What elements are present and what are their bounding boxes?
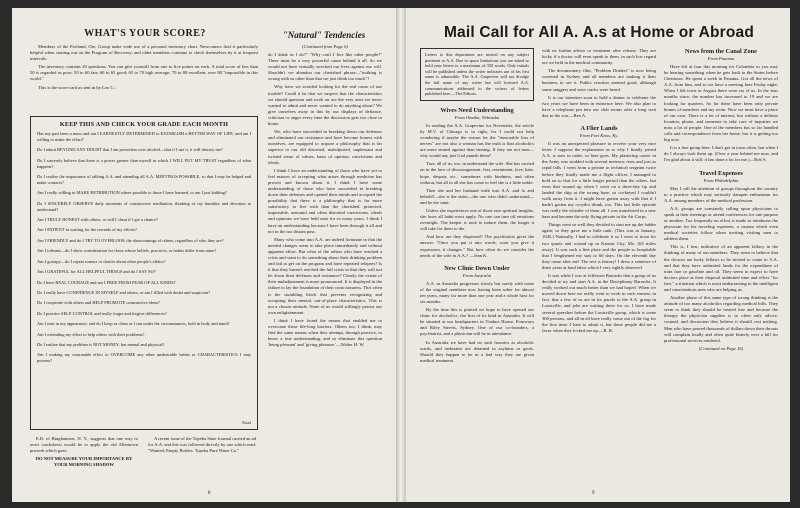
inventory-box [30, 116, 258, 430]
wives-paragraph: And how are they dispersed? The psychiatrist gives the answer. "Once you put it into words, soon you give it expression, it changes." But how often do we consider the needs of the wife in A.A.? —Jean K. [420, 234, 534, 258]
inventory-question: Has my past been a mess and am I EARNESTLY DETERMINED to ESTABLISH a BETTER WAY OF LIFE, and am I willing to make the effort? [37, 131, 251, 142]
column-two [542, 48, 656, 336]
inventory-question: Am I neat in my appearance, and do I keep as clean as I can under the circumstances, both in body and mind? [37, 321, 230, 327]
page-number-left: 8 [208, 491, 211, 496]
inventory-question: Am I making my reasonable effort to OVERCOME any other undesirable habits or CHARACTERISTICS I may possess? [37, 352, 251, 364]
article-paragraph: Why have we avoided looking for the real cause of our trouble? Could it be that we suspect that the characteristics we should question and work on are the very ones we never wanted to admit and never wanted to do anything about? We give ourselves away in this by our displays of defiance, criticism or anger every time the discussion gets too close to home. [268, 84, 382, 127]
inventory-question: Do I SINCERELY OBSERVE daily moments of constructive meditation, thinking of my humility and devotion to understand? [37, 200, 251, 212]
clinic-from: From Australia [462, 272, 492, 278]
canal-paragraph: It is a fine group here. I don't get in town often, but when I do I always look them up. (Over a year behind me now, and I'm glad about it still; it has done a lot for me.)—Bob S. [664, 145, 778, 163]
travel-paragraph: Another phase of this same type of wrong thinking is the attitude of too many alcoholics regarding medical bills. They seem to think they should be treated free and because the therapy the physician supplies is so often only advice, counsel, and discussion they believe it should cost nothing. Men who have poured thousands of dollars down their throats will complain loudly and often quite bitterly over a bill for professional services rendered. [664, 295, 778, 343]
article-paragraph: do I drink as I do?" "Why can't I live like other people?" There must be a very powerful cause behind it all. So we would not have virtually wrecked our lives against our will. Shouldn't we abandon our cherished phrase—"nothing is wrong with us other than that we just drink too much"? [268, 52, 382, 82]
inventory-question: Am I gossipy—do I repeat rumors or chatter about other people's affairs? [37, 258, 166, 264]
inventory-question: Do I admit BEYOND ANY DOUBT that I am powerless over alcohol—that if I use it, it will destroy me? [37, 147, 223, 153]
travel-paragraph: This is, I fear, indicative of an apparent fallacy in the thinking of many of our members. They seem to believe that the doctors are lucky fellows to be invited to come to A.A. and that they have unlimited funds for the expenditure of train fare or gasoline and oil. They seem to expect to have doctors place at their disposal unlimited time and effort "for free," a situation which is most embarrassing to the intelligent and conscientious men who are helping us. [664, 244, 778, 292]
inventory-question: Do I really have CONFIDENCE IN MYSELF and others, or am I filled with doubt and suspicion? [37, 289, 211, 295]
inventory-total-label: Total [241, 420, 251, 425]
travel-paragraph: May I call the attention of groups throughout the country to a practice which may seriously dampen enthusiasm for A.A. among members of the medical profession. [664, 185, 778, 203]
score-title: WHAT'S YOUR SCORE? [84, 28, 206, 39]
motto-intro: E.B. of Binghamton, N. Y., suggests that one way to avert crackdown would be to apply the old Allentown proverb which goes: [30, 436, 138, 454]
inventory-question: Do I realize that my problem is NOT MONEY, but mental and physical? [37, 341, 165, 347]
flier-paragraph: Things went so well they decided to start me up the ladder again; so they gave me a little rank. (This was in January, 1945.) Naturally, I had to celebrate it so I went to town for two quarts and wound up in Kansas City, Mo. (65 miles away). It was such a fine place and the people so hospitable that I lengthened my stay to 60 days. On the eleventh day they came after me! The rest is history! I drew a sentence of three years at hard labor which I very rightly deserved. [542, 222, 656, 270]
wives-paragraph: Then she and her husband walk into A.A. and lo and behold!—she is the sister—the one who didn't understand—and he the saint. [420, 187, 534, 205]
editor-note-box [420, 48, 534, 101]
inventory-question: Do I practice SELF-CONTROL and really forget and forgive differences? [37, 310, 167, 316]
inventory-question: Am I GRATEFUL for ALL HELPFUL THINGS and do I SAY SO? [37, 269, 156, 275]
score-intro-block [30, 44, 258, 93]
article-title: "Natural" Tendencies [282, 30, 366, 40]
clinic-continued: The documentary film, "Problem Drinker" is now being screened in Sydney and all members are making it their business to see it. Public reaction seemed good, although some sniggers and wise cracks were heard. [542, 68, 656, 92]
clinic-paragraph: In Australia we have had no such luxuries as alcoholic wards, and inebriates are detained in asylums or gaols. Should they happen to be in a bad way they are given medical treatment [420, 339, 534, 363]
topeka-text: A recent issue of the Topeka State Journal carried an ad for A.A. and this was followed directly by one which read: "Wanted, Empty Bottles. Topeka Pure Water Co." [148, 436, 256, 454]
wives-from: From Omaha, Nebraska [454, 114, 500, 120]
clinic-continued: with no further advice or treatment after release. They are lucky if a doctor will even speak to them, in such low regard are we held in the medical community. [542, 48, 656, 66]
travel-from: From Philadelphia [703, 177, 739, 183]
travel-heading: Travel Expenses [699, 169, 743, 177]
wives-paragraph: True, all of us, too, in understand the wife. She has carried on in the face of discouragement, fear, resentment, love, hate, hope, despair, etc., sometimes with kindness, and often without, but all in all she has come to feel she is a little noble. [420, 161, 534, 185]
wives-paragraph: In reading the A.A. Grapevine for November, the article by M.V. of Chicago is so right, for I could not help wondering if maybe the reason for the "inexorable loss of nerves" are not also a woman has the truth is that alcoholics are more sinned against than sinning. If they are not men—why would any just God punish them? [420, 122, 534, 159]
inventory-question: Am I extending my effort to help others with their problems? [37, 331, 145, 337]
left-page [12, 8, 396, 502]
column-three [664, 48, 778, 354]
inventory-question: Am I FRIENDLY and do I TRY TO OVERLOOK the shortcomings of others, regardless of who they are? [37, 237, 224, 243]
page-gutter [396, 8, 406, 502]
article-paragraph: Many who come into A.A. are indeed fortunate in that the needed changes seem to take place immediately and without apparent effort. But what of the others who have reached a crisis and want to do something about their drinking problem and fail to get on the program and have repeated relapses? Is it that they haven't reached the full crisis in that they will not let down their defenses and resistance? Clearly the extent of their maladjustment is more pronounced. It is displayed in the failure to lay the foundation of their consciousness. This often is the stumbling block that prevents recognizing and accepting their mental, out-of-place characteristics. This is not a chosen attitude. None of us would willingly persist our own enlightenment. [268, 236, 382, 315]
clinic-heading: New Clinic Down Under [444, 264, 510, 272]
inventory-question: Do I sincerely believe that there is a power greater than myself in which I WILL PUT MY TRUST regardless of what happens? [37, 157, 251, 169]
article-paragraph: I think I have found the means that enabled me to overcome these life-long barriers. Others too, I think, may find the same means when they attempt, through practice, to know a true understanding, and so eliminate this question 'being pleasant' and 'giving pleasure.'—Walter H. W. [268, 317, 382, 348]
topeka-note [148, 436, 256, 454]
wives-paragraph: Unless she experiences one of those rare spiritual insights, she loses all habit most apply. No one can turn off emotions overnight. The keeper is took to induce them, the longer it will take for them to die. [420, 207, 534, 232]
clinic-continued: It is our intention soon to hold a dinner to celebrate the two years we have been in existence here. We also plan to have a telephone put into our club rooms after a long wait due to the war.—Rex A. [542, 94, 656, 118]
magazine-spread [12, 8, 790, 502]
editor-note: Letters to this department are invited on any subject pertinent to A.A. Due to space limitations you are asked to hold your letters to a maximum of 350 words. Only initials will be published unless the writer indicates use of his first name is admissible. The A.A. Grapevine will not divulge the full name of any writer but will forward A.A. communications addressed to the writers of letters published here.—The Editors. [425, 52, 529, 97]
canal-paragraph: Have left at four this morning for Colombia so you may be hearing something when he gets back to the States before Christmas. He spent a week in Panama. Got all the news of A.A. from him, and so we have a meeting here Friday night. When I left town in August there were six of us. In the four months since, the number has increased to 19 and we are looking for quarters. So far these have been only private homes of members and my room. Now we must have a place of our own. There is a lot of interest, but without a definite location, phone, and someone to take care of inquiries we miss a lot of people. One of the members has so far handled calls and correspondence from her home, but it is getting too big now. [664, 64, 778, 143]
clinic-paragraph: By the time this is printed we hope to have opened our clinic for alcoholics, the first of its kind in Australia. It will be situated at our headquarters in Viaduct House, Fourways and Riley Streets, Sydney. One of our co-founders, a psychiatrist, and a physician will be in attendance. [420, 307, 534, 337]
inventory-question: Do I realize the importance of talking A.A. and attending all A.A. MEETINGS POSSIBLE, so that I may be helped and make contacts? [37, 174, 251, 185]
flier-paragraph: It was an unexpected pleasure to receive your very nice letter. I suppose the explanation as to why I finally joined A.A. is now in order, so here goes. My plastering career in the Army was studded with several meteoric rises and just as rapid falls. I went from a private to technical sergeant twice before they finally made me a flight officer. I managed to hold on to that for a little longer period than the others, but even that wound up when I went on a three-day tip and landed the ship at the wrong base, so cockeyed I couldn't walk away from it. I might have gotten away with that if I hadn't gotten my co-pilot drunk, too. This last little episode was really the whistler of them all. I was transferred in a new base and became the only flying private in the Air Corps. [542, 141, 656, 220]
continued-note: (Continued on Page 16) [698, 345, 744, 351]
flier-paragraph: It was while I was at Jefferson Barracks that a group of us decided to try and start A.A. in the Disciplinary Barracks. It really worked out much better than we had hoped. When we moved down here we really went to work in such earnest, in fact, that a few of us are in for parole to the A.A. group in Louisville, and jobs are waiting there for us. I have made several speeches before the Louisville group, which is some 300 persons, and all in all have really come out of the fog for the first time. I hate to admit it, but these people did me a favor when they locked me up.—R. R. [542, 273, 656, 333]
travel-paragraph: A.A. groups are constantly calling upon physicians to speak at their meetings or attend conferences for one purpose or another. Too frequently no effort is made to reimburse the physician for his traveling expenses, a custom which even medical societies follow when inviting visiting men to address them. [664, 205, 778, 242]
article-paragraph: I think I have an understanding of those who have yet to feel masses of accepting what arises through medicine has proven and known about it. I think I have some understanding of those who have succeeded in breaking down their defenses and opened their minds and accepted the possibility that there is a philosophy that is far more satisfactory to live with than the cherished, protected, impossible, unsound and often distorted convictions, ideals and opinions we have held onto for so many years. I think I have an understanding because I have been through it all and not in the too distant past. [268, 167, 382, 234]
inventory-question: Am I PATIENT in waiting for the rewards of my efforts? [37, 227, 137, 233]
inventory-box-title: KEEP THIS AND CHECK YOUR GRADE EACH MONTH [59, 121, 229, 128]
page-number-right: 9 [592, 491, 595, 496]
wives-heading: Wives Need Understanding [440, 106, 514, 114]
article-continued: (Continued from Page 6) [302, 44, 348, 49]
canal-from: From Panama [707, 56, 735, 61]
flier-from: From Fort Knox, Ky. [579, 133, 619, 139]
inventory-list [31, 131, 257, 364]
inventory-question: Am I TRULY HONEST with others, or will I cheat if I get a chance? [37, 217, 159, 223]
right-page [406, 8, 790, 502]
score-scoring: The inventory contains 20 questions. You can give yourself from one to five points on each. A total score of less than 50 is regarded as poor; 50 to 60 fair; 60 to 65 good; 65 to 70 high average; 70 to 80 excellent; over 80 "impossible in this world." [30, 64, 258, 82]
motto-block [30, 436, 138, 468]
clinic-paragraph: A.A. in Australia progresses slowly but surely with some of the original members now having been sober for almost ten years, many for more than one year and a whole host for six months. [420, 280, 534, 304]
inventory-question: Do I have REAL COURAGE and am I FREE FROM FEAR OF ALL KINDS? [37, 279, 176, 285]
motto-text: DO NOT MEASURE YOUR IMPORTANCE BY YOUR MORNING SHADOW [35, 456, 133, 468]
column-one [420, 48, 534, 366]
article-body [268, 44, 382, 350]
mail-call-title: Mail Call for All A. A.s at Home or Abroad [443, 24, 755, 41]
inventory-question: Do I cooperate with others and HELP PROMOTE constructive ideas? [37, 300, 160, 306]
score-intro: Members of the Portland, Ore, Group make wide use of a personal inventory chart. Newcomers find it particularly helpful when starting out on the Program of Recovery, and older members continue to check themselves by it at frequent intervals. [30, 44, 258, 62]
inventory-question: Am I tolerant—do I show consideration for those whose beliefs, practices, or habits differ from mine? [37, 248, 217, 254]
article-paragraph: We, who have succeeded in breaking down our defenses and eliminated our resistance and have become honest with ourselves, are equipped to acquire a philosophy that is far superior to our old distorted, maladjusted, unpleasant and twisted sense of values, basis of opinion, convictions and ideals. [268, 129, 382, 165]
flier-heading: A Flier Lands [580, 125, 618, 133]
canal-heading: News from the Canal Zone [685, 48, 757, 55]
inventory-question: Am I really willing to MAKE RETRIBUTION where possible to those I have harmed, or am I just kidding? [37, 190, 227, 196]
score-credit: This is the score card as sent in by Leo C.: [38, 84, 116, 90]
